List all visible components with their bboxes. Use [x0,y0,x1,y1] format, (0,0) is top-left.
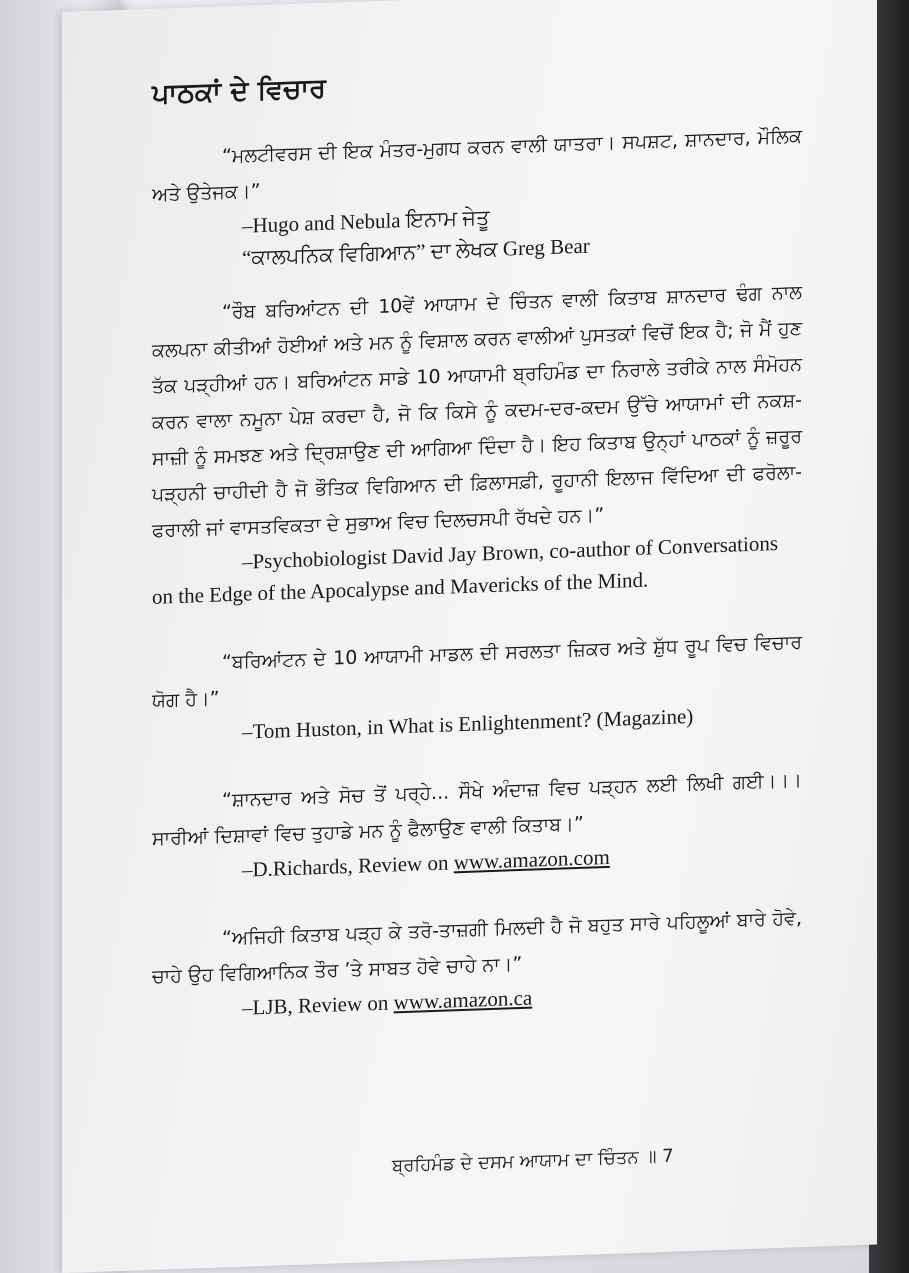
review-attribution: –Hugo and Nebula ਇਨਾਮ ਜੇਤੂ [242,205,490,238]
review-1 [152,118,802,277]
attribution-text: –LJB, Review on [242,990,389,1020]
review-quote: “ਬਰਿਆਂਟਨ ਦੇ 10 ਆਯਾਮੀ ਮਾਡਲ ਦੀ ਸਰਲਤਾ ਜ਼ਿਕਰ ਅਤੇ ਸ਼ੁੱਧ ਰੂਪ ਵਿਚ ਵਿਚਾਰ ਯੋਗ ਹੈ।” [152,631,802,712]
page-title: ਪਾਠਕਾਂ ਦੇ ਵਿਚਾਰ [152,72,326,110]
review-quote: “ਸ਼ਾਨਦਾਰ ਅਤੇ ਸੋਚ ਤੋਂ ਪਰ੍ਹੇ... ਸੌਖੇ ਅੰਦਾਜ਼ ਵਿਚ ਪੜ੍ਹਨ ਲਈ ਲਿਖੀ ਗਈ।।। ਸਾਰੀਆਂ ਦਿਸ਼ਾਵਾਂ ਵਿਚ ਤੁਹਾਡੇ ਮਨ ਨੂੰ ਫੈਲਾਉਣ ਵਾਲੀ ਕਿਤਾਬ।” [152,769,802,850]
book-page [62,0,877,1273]
review-2 [152,274,802,613]
review-quote: “ਰੌਬ ਬਰਿਆਂਟਨ ਦੀ 10ਵੇਂ ਆਯਾਮ ਦੇ ਚਿੰਤਨ ਵਾਲੀ ਕਿਤਾਬ ਸ਼ਾਨਦਾਰ ਢੰਗ ਨਾਲ ਕਲਪਨਾ ਕੀਤੀਆਂ ਹੋਈਆਂ ਅਤੇ ਮਨ ਨੂੰ ਵਿਸ਼ਾਲ ਕਰਨ ਵਾਲੀਆਂ ਪੁਸਤਕਾਂ ਵਿਚੋਂ ਇਕ ਹੈ; ਜੋ ਮੈਂ ਹੁਣ ਤੱਕ ਪੜ੍ਹੀਆਂ ਹਨ। ਬਰਿਆਂਟਨ ਸਾਡੇ 10 ਆਯਾਮੀ ਬ੍ਰਹਿਮੰਡ ਦਾ ਨਿਰਾਲੇ ਤਰੀਕੇ ਨਾਲ ਸੰਮੋਹਨ ਕਰਨ ਵਾਲਾ ਨਮੂਨਾ ਪੇਸ਼ ਕਰਦਾ ਹੈ, ਜੋ ਕਿ ਕਿਸੇ ਨੂੰ ਕਦਮ-ਦਰ-ਕਦਮ ਉੱਚੇ ਆਯਾਮਾਂ ਦੀ ਨਕਸ਼-ਸਾਜ਼ੀ ਨੂੰ ਸਮਝਣ ਅਤੇ ਦ੍ਰਿਸ਼ਾਉਣ ਦੀ ਆਗਿਆ ਦਿੰਦਾ ਹੈ। ਇਹ ਕਿਤਾਬ ਉਨ੍ਹਾਂ ਪਾਠਕਾਂ ਨੂੰ ਜ਼ਰੂਰ ਪੜ੍ਹਨੀ ਚਾਹੀਦੀ ਹੈ ਜੋ ਭੌਤਿਕ ਵਿਗਿਆਨ ਦੀ ਫ਼ਿਲਾਸਫ਼ੀ, ਰੂਹਾਨੀ ਇਲਾਜ ਵਿੱਦਿਆ ਦੀ ਫਰੋਲਾ-ਫਰਾਲੀ ਜਾਂ ਵਾਸਤਵਿਕਤਾ ਦੇ ਸੁਭਾਅ ਵਿਚ ਦਿਲਚਸਪੀ ਰੱਖਦੇ ਹਨ।” [152,281,802,542]
review-attribution: –Tom Huston, in What is Enlightenment? (Magazine) [242,703,694,744]
review-quote: “ਅਜਿਹੀ ਕਿਤਾਬ ਪੜ੍ਹ ਕੇ ਤਰੋ-ਤਾਜ਼ਗੀ ਮਿਲਦੀ ਹੈ ਜੋ ਬਹੁਤ ਸਾਰੇ ਪਹਿਲੂਆਂ ਬਾਰੇ ਹੋਵੇ, ਚਾਹੇ ਉਹ ਵਿਗਿਆਨਿਕ ਤੌਰ ’ਤੇ ਸਾਬਤ ਹੋਵੇ ਚਾਹੇ ਨਾ।” [152,907,802,988]
review-quote: “ਮਲਟੀਵਰਸ ਦੀ ਇਕ ਮੰਤਰ-ਮੁਗਧ ਕਰਨ ਵਾਲੀ ਯਾਤਰਾ। ਸਪਸ਼ਟ, ਸ਼ਾਨਦਾਰ, ਮੌਲਿਕ ਅਤੇ ਉਤੇਜਕ।” [152,125,802,206]
review-attribution: –Psychobiologist David Jay Brown, co-author of Conversations [242,530,779,574]
page-footer: ਬ੍ਰਹਿਮੰਡ ਦੇ ਦਸਮ ਆਯਾਮ ਦਾ ਚਿੰਤਨ ॥ 7 [392,1145,674,1177]
amazon-com-link[interactable]: www.amazon.com [453,844,610,875]
review-attribution-2: on the Edge of the Apocalypse and Mavericks of the Mind. [152,567,649,609]
page-content [152,56,802,1027]
review-5 [152,900,802,1027]
attribution-text: –D.Richards, Review on [242,850,449,882]
amazon-ca-link[interactable]: www.amazon.ca [393,985,533,1015]
review-attribution-2: “ਕਾਲਪਨਿਕ ਵਿਗਿਆਨ” ਦਾ ਲੇਖਕ Greg Bear [242,233,590,270]
